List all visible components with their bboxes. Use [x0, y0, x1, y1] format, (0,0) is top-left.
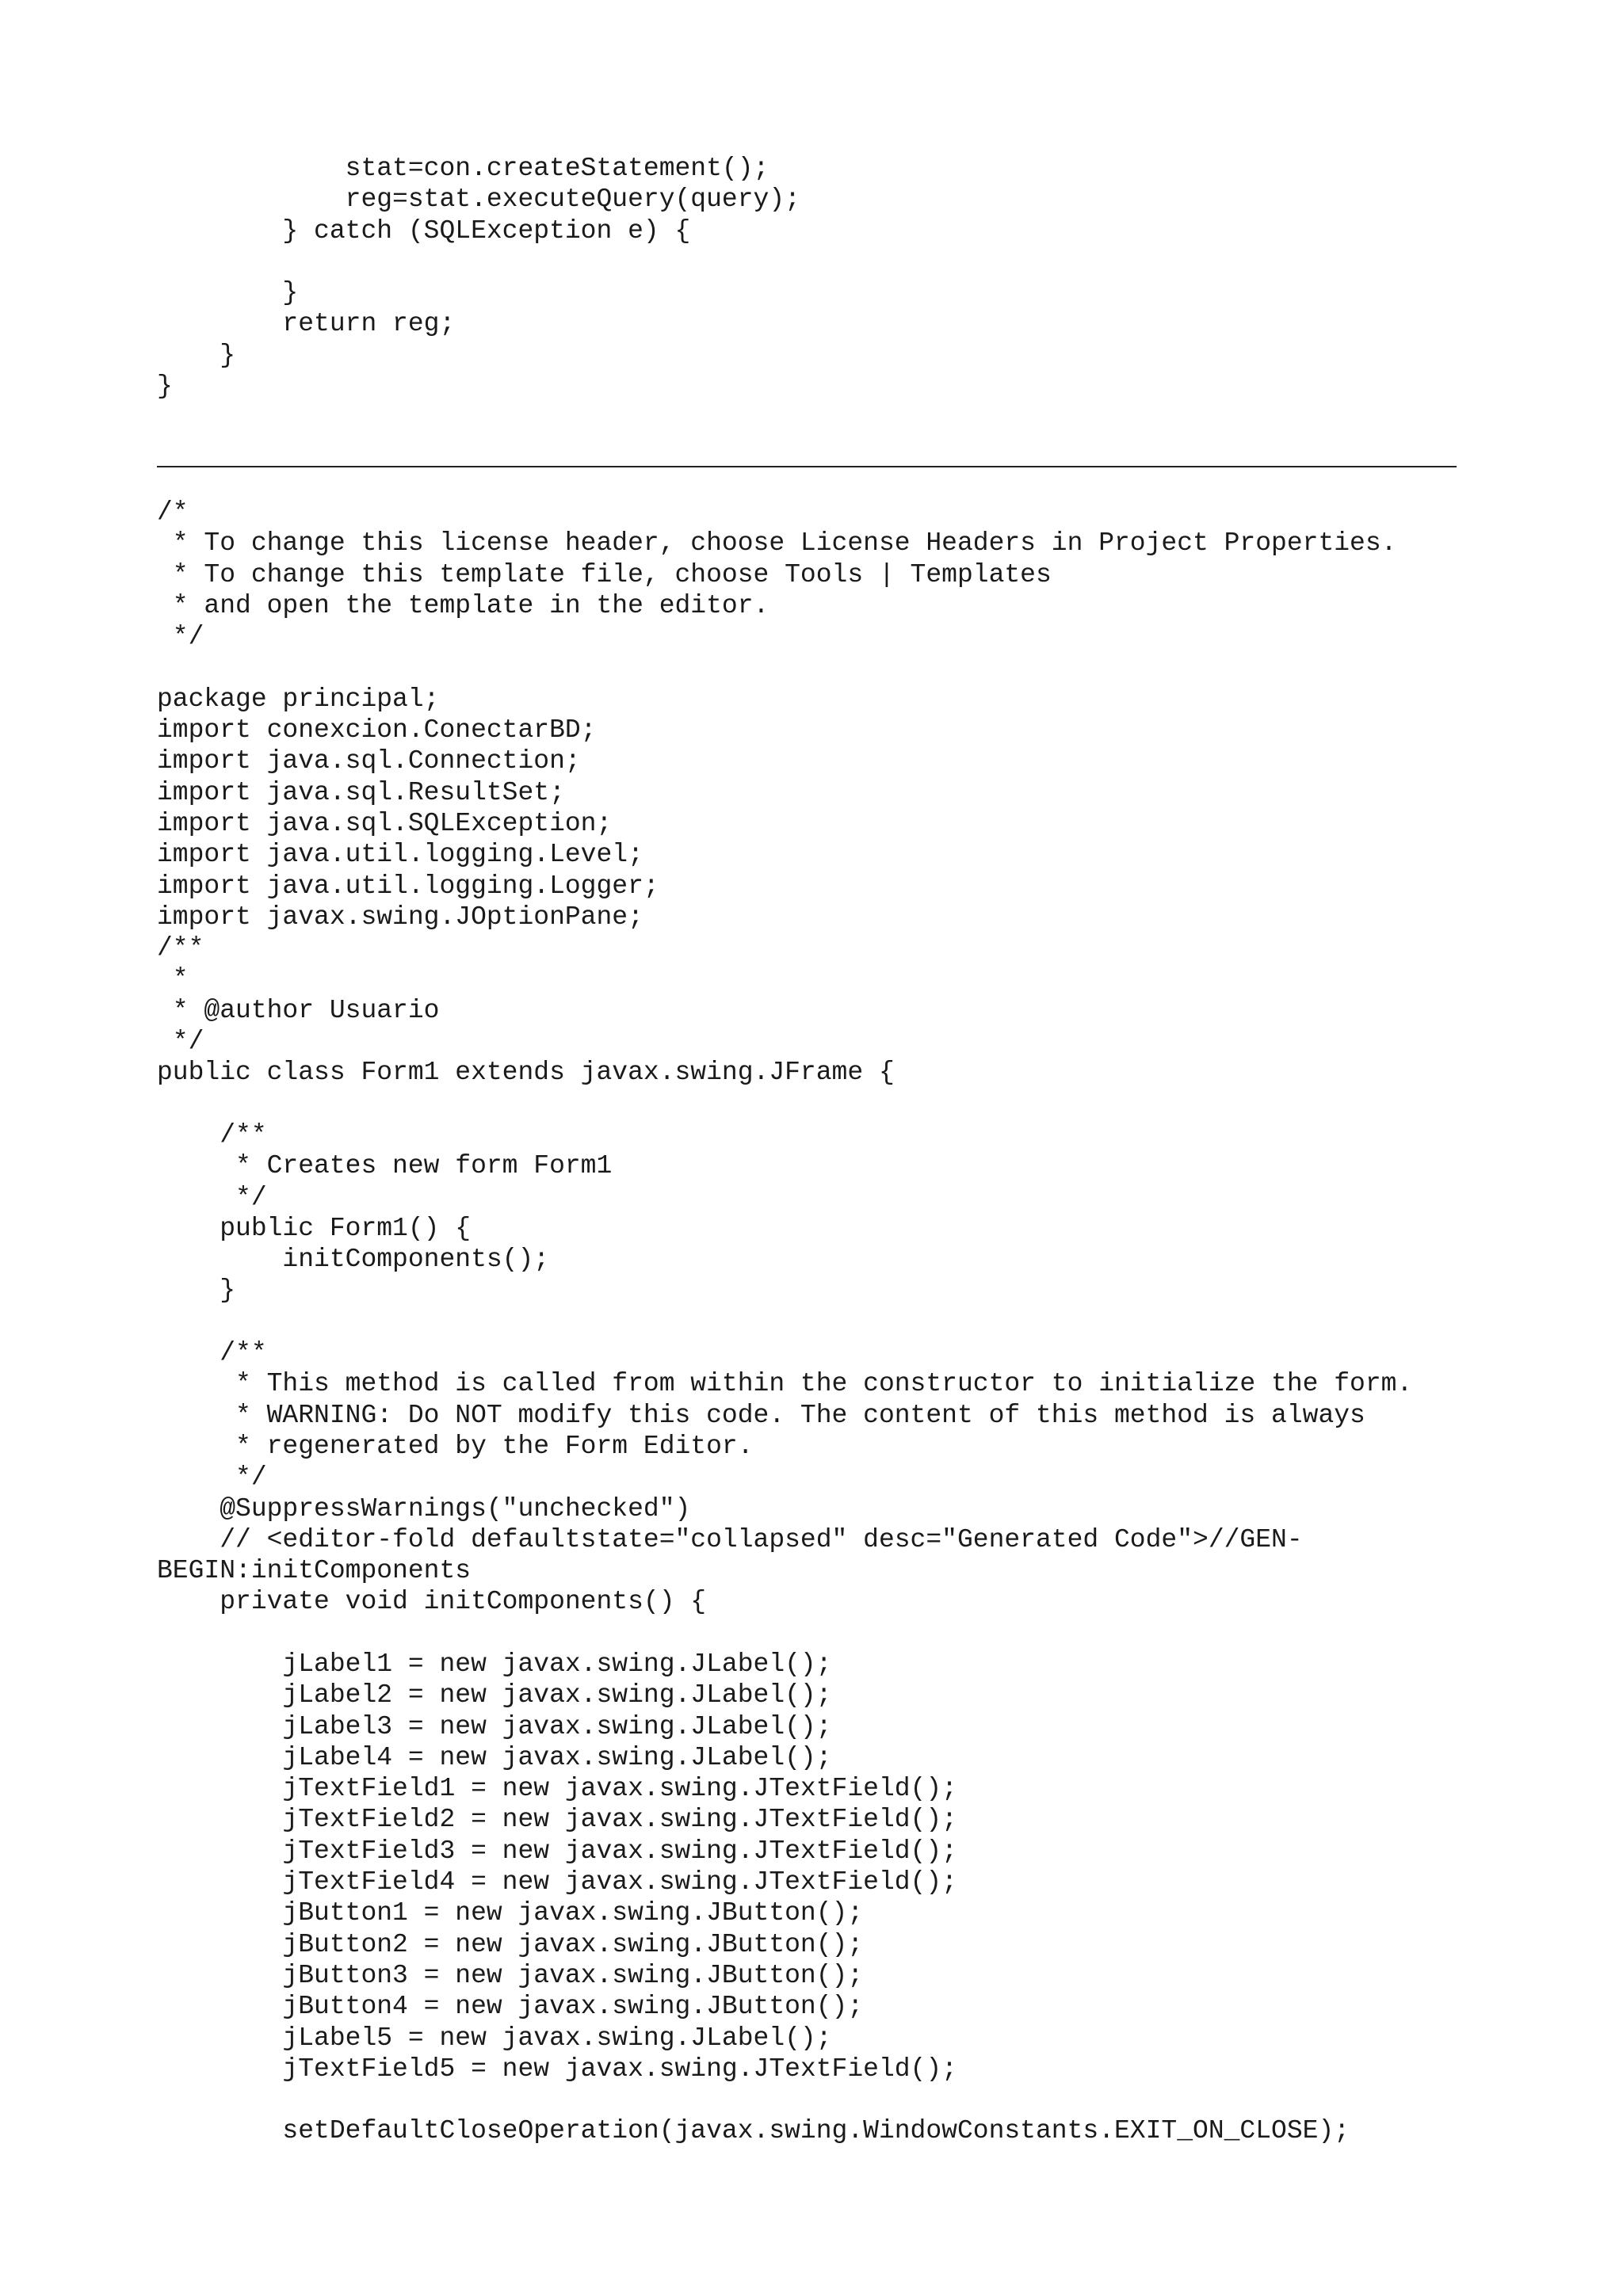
code-line: [157, 246, 800, 277]
code-line: @SuppressWarnings("unchecked"): [157, 1493, 691, 1524]
code-line: jLabel3 = new javax.swing.JLabel();: [157, 1711, 832, 1741]
code-line: [157, 652, 1412, 683]
code-line: jLabel5 = new javax.swing.JLabel();: [157, 2023, 832, 2053]
code-line: * and open the template in the editor.: [157, 590, 769, 620]
code-line: * To change this template file, choose Tools | Templates: [157, 559, 1052, 589]
code-line: * To change this license header, choose License Headers in Project Properties.: [157, 528, 1397, 559]
code-line: * This method is called from within the constructor to initialize the form.: [157, 1369, 1413, 1399]
code-line: jButton3 = new javax.swing.JButton();: [157, 1960, 864, 1990]
code-line: jLabel2 = new javax.swing.JLabel();: [157, 1680, 832, 1711]
code-block-top: [157, 153, 800, 402]
code-block-bottom: [157, 497, 1412, 2147]
code-line: }: [157, 340, 236, 370]
code-line: reg=stat.executeQuery(query);: [157, 185, 800, 215]
code-line: jButton4 = new javax.swing.JButton();: [157, 1992, 864, 2022]
code-line: */: [157, 1027, 204, 1057]
code-line: }: [157, 372, 173, 402]
code-line: import java.sql.ResultSet;: [157, 777, 565, 807]
code-line: return reg;: [157, 309, 456, 339]
code-line: private void initComponents() {: [157, 1587, 707, 1617]
code-line: * regenerated by the Form Editor.: [157, 1431, 754, 1461]
code-line: package principal;: [157, 684, 440, 714]
code-line: jTextField1 = new javax.swing.JTextField();: [157, 1774, 957, 1804]
code-line: } catch (SQLException e) {: [157, 215, 691, 246]
code-line: BEGIN:initComponents: [157, 1556, 472, 1586]
code-line: import java.sql.SQLException;: [157, 808, 613, 838]
code-line: [157, 1618, 1412, 1649]
code-line: */: [157, 1463, 267, 1493]
code-line: * WARNING: Do NOT modify this code. The content of this method is always: [157, 1400, 1365, 1430]
code-line: import javax.swing.JOptionPane;: [157, 902, 643, 932]
code-line: public class Form1 extends javax.swing.JFrame {: [157, 1058, 895, 1088]
code-line: jButton2 = new javax.swing.JButton();: [157, 1929, 864, 1959]
code-line: }: [157, 1276, 236, 1306]
code-line: import conexcion.ConectarBD;: [157, 715, 597, 746]
code-line: stat=con.createStatement();: [157, 154, 769, 183]
code-line: */: [157, 1182, 267, 1212]
code-line: jLabel1 = new javax.swing.JLabel();: [157, 1649, 832, 1679]
code-line: jButton1 = new javax.swing.JButton();: [157, 1898, 864, 1928]
code-line: import java.util.logging.Level;: [157, 840, 643, 870]
code-line: import java.util.logging.Logger;: [157, 871, 659, 901]
code-line: jTextField3 = new javax.swing.JTextField();: [157, 1836, 957, 1866]
code-line: }: [157, 278, 299, 308]
code-line: /**: [157, 933, 204, 963]
code-line: [157, 1306, 1412, 1337]
code-line: /*: [157, 498, 189, 527]
code-line: [157, 1089, 1412, 1119]
code-line: * @author Usuario: [157, 995, 440, 1025]
code-line: jLabel4 = new javax.swing.JLabel();: [157, 1742, 832, 1772]
code-line: // <editor-fold defaultstate="collapsed" desc="Generated Code">//GEN-: [157, 1524, 1303, 1554]
code-line: jTextField4 = new javax.swing.JTextField();: [157, 1867, 957, 1897]
code-line: jTextField5 = new javax.swing.JTextField();: [157, 2054, 957, 2084]
code-line: jTextField2 = new javax.swing.JTextField();: [157, 1805, 957, 1835]
horizontal-rule: [157, 466, 1457, 467]
code-line: */: [157, 622, 204, 652]
code-line: [157, 2084, 1412, 2115]
code-line: initComponents();: [157, 1245, 550, 1275]
code-line: setDefaultCloseOperation(javax.swing.WindowConstants.EXIT_ON_CLOSE);: [157, 2116, 1350, 2146]
code-line: public Form1() {: [157, 1213, 472, 1243]
code-line: /**: [157, 1119, 267, 1150]
code-line: * Creates new form Form1: [157, 1151, 613, 1181]
code-line: *: [157, 964, 189, 994]
code-line: import java.sql.Connection;: [157, 746, 581, 776]
code-line: /**: [157, 1338, 267, 1368]
